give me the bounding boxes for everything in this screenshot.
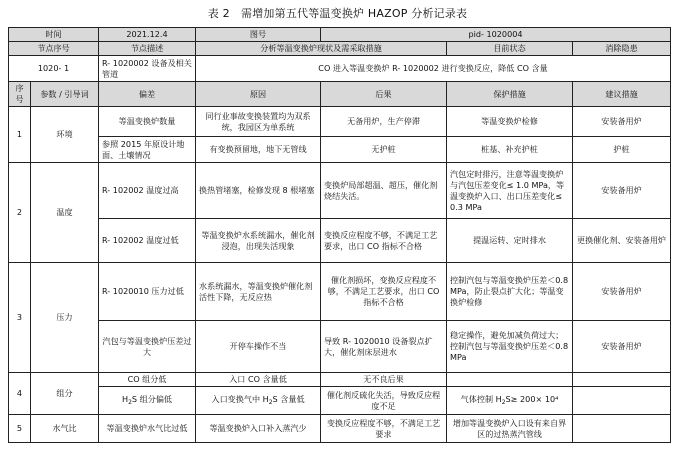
protection-header: 保护措施 bbox=[447, 82, 573, 107]
protection-prefix: 气体控制 H bbox=[460, 393, 502, 404]
consequence-cell: 变换反应程度不够，不满足工艺要求，出口 CO 指标不合格 bbox=[321, 219, 447, 263]
table-row bbox=[9, 107, 671, 137]
protection-cell: 提温运转、定时排水 bbox=[447, 219, 573, 263]
cause-cell bbox=[196, 387, 321, 415]
node-seq: 1020- 1 bbox=[9, 56, 99, 82]
cause-cell: 等温变换炉水系统漏水，催化剂浸泡，出现失活现象 bbox=[196, 219, 321, 263]
protection-cell: 增加等温变换炉入口设有来自界区的过热蒸汽管线 bbox=[447, 415, 573, 443]
table-row bbox=[9, 163, 671, 219]
consequence-cell: 无不良后果 bbox=[321, 373, 447, 387]
deviation-suffix: S 组分偏低 bbox=[131, 393, 173, 404]
cause-subscript: 2 bbox=[268, 398, 273, 406]
group-param: 温度 bbox=[31, 163, 99, 263]
table-row bbox=[9, 137, 671, 163]
consequence-cell: 无护桩 bbox=[321, 137, 447, 163]
suggestion-header: 建议措施 bbox=[573, 82, 671, 107]
deviation-cell: CO 组分低 bbox=[99, 373, 196, 387]
table-row bbox=[9, 321, 671, 373]
consequence-cell: 导致 R- 1020010 设备裂点扩大，催化剂床层进水 bbox=[321, 321, 447, 373]
deviation-cell: R- 102002 温度过高 bbox=[99, 163, 196, 219]
consequence-cell: 变换炉局部超温、超压，催化剂烧结失活。 bbox=[321, 163, 447, 219]
node-desc: R- 1020002 设备及相关管道 bbox=[99, 56, 196, 82]
cause-cell: 换热管堵塞，检修发现 8 根堵塞 bbox=[196, 163, 321, 219]
node-seq-header: 节点序号 bbox=[9, 42, 99, 56]
drawing-label: 图号 bbox=[196, 28, 321, 42]
cause-suffix: S 含量低 bbox=[272, 393, 305, 404]
consequence-header: 后果 bbox=[321, 82, 447, 107]
current-state-header: 目前状态 bbox=[447, 42, 573, 56]
protection-cell: 汽包定时排污，注意等温变换炉与汽包压差变化≤ 1.0 MPa，等温变换炉入口、出口压差变化≤ 0.3 MPa bbox=[447, 163, 573, 219]
group-param: 环境 bbox=[31, 107, 99, 163]
drawing-value: pid- 1020004 bbox=[321, 28, 671, 42]
deviation-cell: R- 1020010 压力过低 bbox=[99, 263, 196, 321]
no-header: 序号 bbox=[9, 82, 31, 107]
deviation-cell: 参照 2015 年原设计地面、土壤情况 bbox=[99, 137, 196, 163]
table-row bbox=[9, 263, 671, 321]
time-value: 2021.12.4 bbox=[99, 28, 196, 42]
protection-cell bbox=[447, 387, 573, 415]
suggestion-cell bbox=[573, 387, 671, 415]
group-param: 压力 bbox=[31, 263, 99, 373]
group-no: 4 bbox=[9, 373, 31, 415]
deviation-prefix: H bbox=[122, 393, 129, 404]
suggestion-cell: 安装备用炉 bbox=[573, 263, 671, 321]
cause-cell: 等温变换炉入口补入蒸汽少 bbox=[196, 415, 321, 443]
group-param: 水气比 bbox=[31, 415, 99, 443]
suggestion-cell: 护桩 bbox=[573, 137, 671, 163]
group-no: 3 bbox=[9, 263, 31, 373]
column-header-row bbox=[9, 82, 671, 107]
deviation-cell: 等温变换炉数量 bbox=[99, 107, 196, 137]
suggestion-cell bbox=[573, 373, 671, 387]
param-header: 参数 / 引导词 bbox=[31, 82, 99, 107]
protection-suffix: S≥ 200× 10⁴ bbox=[505, 393, 559, 404]
consequence-cell: 无备用炉，生产停滞 bbox=[321, 107, 447, 137]
protection-cell: 控制汽包与等温变换炉压差＜0.8 MPa，防止裂点扩大化；等温变换炉检修 bbox=[447, 263, 573, 321]
suggestion-cell: 更换催化剂、安装备用炉 bbox=[573, 219, 671, 263]
protection-subscript: 2 bbox=[501, 398, 506, 406]
deviation-cell: 等温变换炉水气比过低 bbox=[99, 415, 196, 443]
deviation-header: 偏差 bbox=[99, 82, 196, 107]
cause-cell: 开停车操作不当 bbox=[196, 321, 321, 373]
node-row bbox=[9, 56, 671, 82]
cause-header: 原因 bbox=[196, 82, 321, 107]
deviation-cell bbox=[99, 387, 196, 415]
cause-cell: 入口 CO 含量低 bbox=[196, 373, 321, 387]
group-no: 1 bbox=[9, 107, 31, 163]
table-row bbox=[9, 387, 671, 415]
protection-cell: 稳定操作，避免加减负荷过大；控制汽包与等温变换炉压差＜0.8 MPa bbox=[447, 321, 573, 373]
deviation-cell: R- 102002 温度过低 bbox=[99, 219, 196, 263]
cause-cell: 有变换预留地，地下无管线 bbox=[196, 137, 321, 163]
meta-row bbox=[9, 28, 671, 42]
suggestion-cell: 安装备用炉 bbox=[573, 321, 671, 373]
consequence-cell: 催化剂损坏，变换反应程度不够，不满足工艺要求，出口 CO 指标不合格 bbox=[321, 263, 447, 321]
table-row bbox=[9, 415, 671, 443]
protection-cell: 桩基、补充护桩 bbox=[447, 137, 573, 163]
cause-prefix: 入口变换气中 H bbox=[211, 393, 269, 404]
consequence-cell: 催化剂反硫化失活，导致反应程度不足 bbox=[321, 387, 447, 415]
analysis-header: 分析等温变换炉现状及需采取措施 bbox=[196, 42, 447, 56]
suggestion-cell: 安装备用炉 bbox=[573, 107, 671, 137]
time-label: 时间 bbox=[9, 28, 99, 42]
cause-cell: 同行业事故变换装置均为双系统，我园区为单系统 bbox=[196, 107, 321, 137]
table-title: 表 2 需增加第五代等温变换炉 HAZOP 分析记录表 bbox=[207, 7, 468, 20]
protection-cell: 等温变换炉检修 bbox=[447, 107, 573, 137]
protection-cell bbox=[447, 373, 573, 387]
deviation-subscript: 2 bbox=[128, 398, 132, 406]
suggestion-cell bbox=[573, 415, 671, 443]
node-header-row bbox=[9, 42, 671, 56]
node-desc-header: 节点描述 bbox=[99, 42, 196, 56]
consequence-cell: 变换反应程度不够，不满足工艺要求 bbox=[321, 415, 447, 443]
table-row bbox=[9, 219, 671, 263]
node-note: CO 进入等温变换炉 R- 1020002 进行变换反应，降低 CO 含量 bbox=[196, 56, 671, 82]
deviation-cell: 汽包与等温变换炉压差过大 bbox=[99, 321, 196, 373]
group-no: 5 bbox=[9, 415, 31, 443]
group-param: 组分 bbox=[31, 373, 99, 415]
eliminate-header: 消除隐患 bbox=[573, 42, 671, 56]
cause-cell: 水系统漏水，等温变换炉催化剂活性下降，无反应热 bbox=[196, 263, 321, 321]
table-row bbox=[9, 373, 671, 387]
hazop-table bbox=[8, 27, 671, 443]
suggestion-cell: 安装备用炉 bbox=[573, 163, 671, 219]
group-no: 2 bbox=[9, 163, 31, 263]
